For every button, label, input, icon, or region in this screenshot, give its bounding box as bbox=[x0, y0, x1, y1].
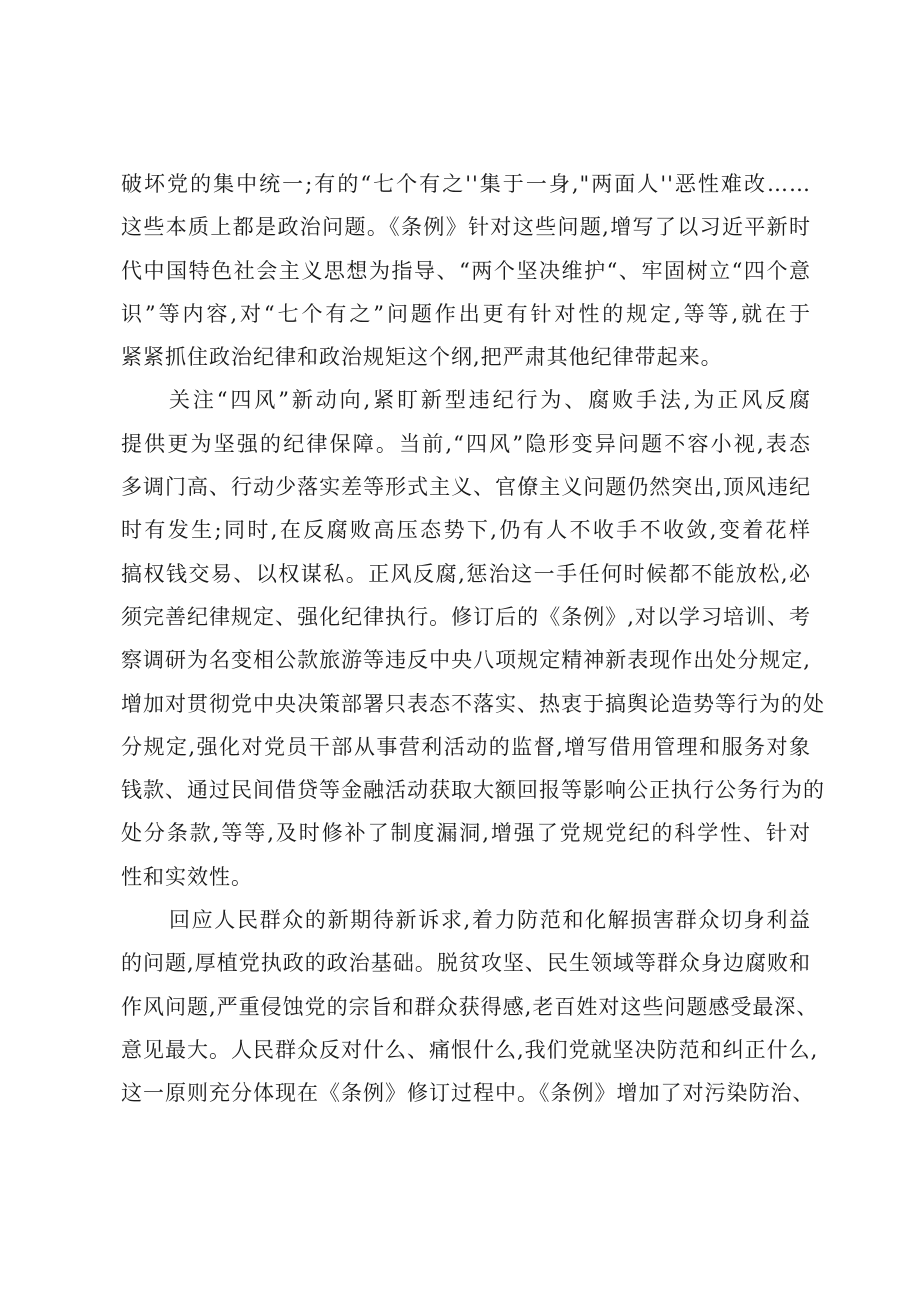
text-line: 紧紧抓住政治纪律和政治规矩这个纲,把严肃其他纪律带起来。 bbox=[121, 345, 723, 370]
text-line: 意见最大。人民群众反对什么、痛恨什么,我们党就坚决防范和纠正什么, bbox=[121, 1037, 819, 1062]
text-line: 钱款、通过民间借贷等金融活动获取大额回报等影响公正执行公务行为的 bbox=[121, 778, 825, 803]
text-line: 作风问题,严重侵蚀党的宗旨和群众获得感,老百姓对这些问题感受最深、 bbox=[121, 994, 819, 1019]
text-line: 代中国特色社会主义思想为指导、“两个坚决维护“、牢固树立“四个意 bbox=[121, 258, 811, 283]
text-line: 分规定,强化对党员干部从事营利活动的监督,增写借用管理和服务对象 bbox=[121, 734, 811, 759]
text-line: 这些本质上都是政治问题。《条例》针对这些问题,增写了以习近平新时 bbox=[121, 215, 811, 240]
body-text bbox=[121, 163, 825, 1116]
text-line: 提供更为坚强的纪律保障。当前,“四风”隐形变异问题不容小视,表态 bbox=[121, 431, 811, 456]
text-line: 回应人民群众的新期待新诉求,着力防范和化解损害群众切身利益 bbox=[169, 908, 811, 933]
paragraph bbox=[121, 163, 811, 379]
text-line: 多调门高、行动少落实差等形式主义、官僚主义问题仍然突出,顶风违纪 bbox=[121, 475, 811, 500]
text-line: 识”等内容,对“七个有之”问题作出更有针对性的规定,等等,就在于 bbox=[121, 301, 811, 326]
text-line: 破坏党的集中统一;有的“七个有之''集于一身,"两面人''恶性难改…… bbox=[121, 172, 811, 196]
text-line: 时有发生;同时,在反腐败高压态势下,仍有人不收手不收敛,变着花样 bbox=[121, 518, 811, 543]
paragraph bbox=[121, 899, 819, 1115]
text-line: 察调研为名变相公款旅游等违反中央八项规定精神新表现作出处分规定, bbox=[121, 648, 811, 673]
text-line: 须完善纪律规定、强化纪律执行。修订后的《条例》,对以学习培训、考 bbox=[121, 604, 811, 629]
text-line: 的问题,厚植党执政的政治基础。脱贫攻坚、民生领域等群众身边腐败和 bbox=[121, 951, 811, 976]
text-line: 搞权钱交易、以权谋私。正风反腐,惩治这一手任何时候都不能放松,必 bbox=[121, 561, 811, 586]
text-line: 处分条款,等等,及时修补了制度漏洞,增强了党规党纪的科学性、针对 bbox=[121, 821, 811, 846]
text-line: 性和实效性。 bbox=[121, 864, 253, 889]
text-line: 增加对贯彻党中央决策部署只表态不落实、热衷于搞舆论造势等行为的处 bbox=[121, 691, 825, 716]
text-line: 关注“四风”新动向,紧盯新型违纪行为、腐败手法,为正风反腐 bbox=[169, 388, 811, 413]
paragraph bbox=[121, 379, 825, 899]
text-line: 这一原则充分体现在《条例》修订过程中。《条例》增加了对污染防治、 bbox=[121, 1081, 815, 1106]
